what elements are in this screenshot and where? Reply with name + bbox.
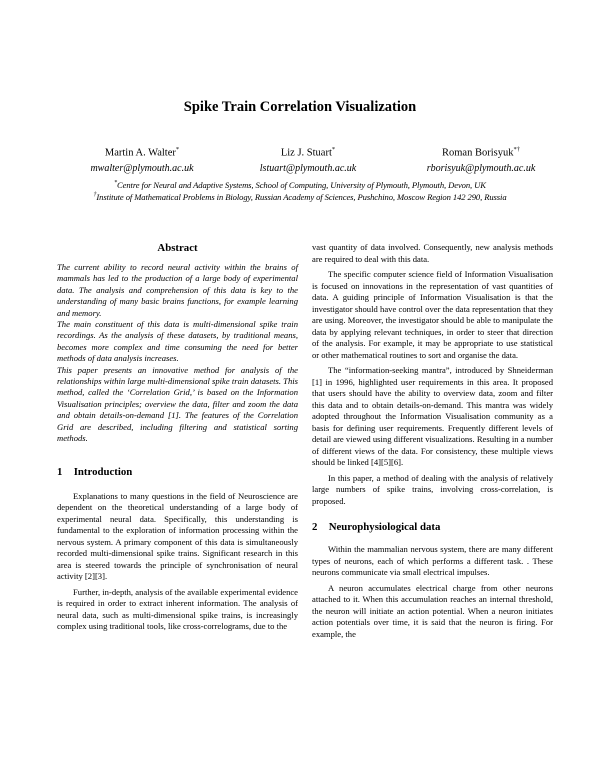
abstract-heading: Abstract <box>157 242 198 254</box>
abstract-paragraph: This paper presents an innovative method for analysis of the relationships within large multi-dimensional spike train datasets. This method, called the ‘Correlation Grid,’ is based on the Information Visualisation principles; overview the data, filter and zoom the data and obtain details-on-demand [1]. The features of the Correlation Grid are described, including filtering and statistical sorting methods. <box>57 364 298 444</box>
affiliation-1 <box>0 180 600 190</box>
body-paragraph: A neuron accumulates electrical charge from other neurons attached to it. When this accumulation reaches an internal threshold, the neuron will initiate an action potential. When a neuron initiates action potentials over time, it is said that the neuron is firing. For example, the <box>312 582 553 639</box>
section-heading-introduction <box>57 466 298 478</box>
affiliation-mark: † <box>93 192 97 199</box>
affiliation-mark: * <box>114 180 118 187</box>
author-name: Roman Borisyuk <box>442 147 514 159</box>
affiliation-2 <box>0 192 600 202</box>
right-column <box>312 242 553 644</box>
abstract-paragraph: The main constituent of this data is multi-dimensional spike train recordings. As the analysis of these datasets, by traditional means, becomes more complex and time consuming the need for better methods of data analysis increases. <box>57 319 298 364</box>
section-title: Neurophysiological data <box>328 521 441 533</box>
body-paragraph: Within the mammalian nervous system, there are many different types of neurons, each of which performs a different task. . These neurons communicate via small electrical impulses. <box>312 544 553 577</box>
author-email: lstuart@plymouth.ac.uk <box>259 162 357 174</box>
affiliation-text: Centre for Neural and Adaptive Systems, School of Computing, University of Plymouth, Plymouth, Devon, UK <box>117 180 486 190</box>
body-paragraph: In this paper, a method of dealing with the analysis of relatively large numbers of spike trains, involving cross-correlation, is proposed. <box>312 472 553 506</box>
affiliation-text: Institute of Mathematical Problems in Biology, Russian Academy of Sciences, Pushchino, Moscow Region 142 290, Russia <box>96 192 507 202</box>
author-3 <box>381 142 581 176</box>
author-2 <box>208 142 408 176</box>
author-mark: *† <box>513 146 520 153</box>
author-mark: * <box>331 146 336 153</box>
body-paragraph: Further, in-depth, analysis of the available experimental evidence is required in order to extract inherent information. The analysis of neural data, such as multi-dimensional spike trains, is increasingly complex using traditional tools, like cross-correlograms, due to the <box>57 586 298 631</box>
section-heading-neurophysiological <box>312 521 553 533</box>
author-name: Liz J. Stuart <box>280 147 332 159</box>
abstract-paragraph: The current ability to record neural activity within the brains of mammals has led to the production of a large body of experimental data. The analysis and comprehension of this data is key to the understanding of many basic brains functions, for example learning and memory. <box>57 262 298 318</box>
author-email: rborisyuk@plymouth.ac.uk <box>426 162 536 174</box>
author-name: Martin A. Walter <box>104 147 176 159</box>
author-email: mwalter@plymouth.ac.uk <box>90 162 194 174</box>
body-paragraph: The “information-seeking mantra”, introduced by Shneiderman [1] in 1996, highlighted user requirements in this area. It proposed that users should have the ability to overview data, zoom and filter this data and to obtain details-on-demand. This mantra was widely adopted throughout the Information Visualisation community as a basis for defining user requirements. Frequently different levels of detail are viewed using different visualizations. Resulting in a number of different views of the data. For consistency, these multiple views should be linked [4][5][6]. <box>312 365 553 467</box>
section-number: 1 <box>57 465 63 478</box>
body-paragraph: Explanations to many questions in the field of Neuroscience are dependent on the theoretical understanding of a large body of experimental neural data. Specifically, this understanding is fundamental to the exploration of information processing within the nervous system. A primary component of this data is simultaneously recorded multi-dimensional spike trains. Significant research in this area is steered towards the principle of synchronisation of neural activity [2][3]. <box>57 490 298 581</box>
body-paragraph: vast quantity of data involved. Consequently, new analysis methods are required to deal with this data. <box>312 242 553 264</box>
section-title: Introduction <box>73 465 133 478</box>
body-paragraph: The specific computer science field of Information Visualisation is focused on innovations in the representation of vast quantities of data. A guiding principle of Information Visualisation is that the investigator should have control over the data representation that they are using. Moreover, the investigator should be able to manipulate the data by applying relevant techniques, in order to steer that direction of the analysis. For example, it may be appropriate to use statistical or other mathematical routines to sort and organise the data. <box>312 269 553 360</box>
paper-title: Spike Train Correlation Visualization <box>183 99 417 115</box>
section-number: 2 <box>312 521 318 533</box>
author-mark: * <box>175 146 180 153</box>
left-column <box>57 242 298 637</box>
